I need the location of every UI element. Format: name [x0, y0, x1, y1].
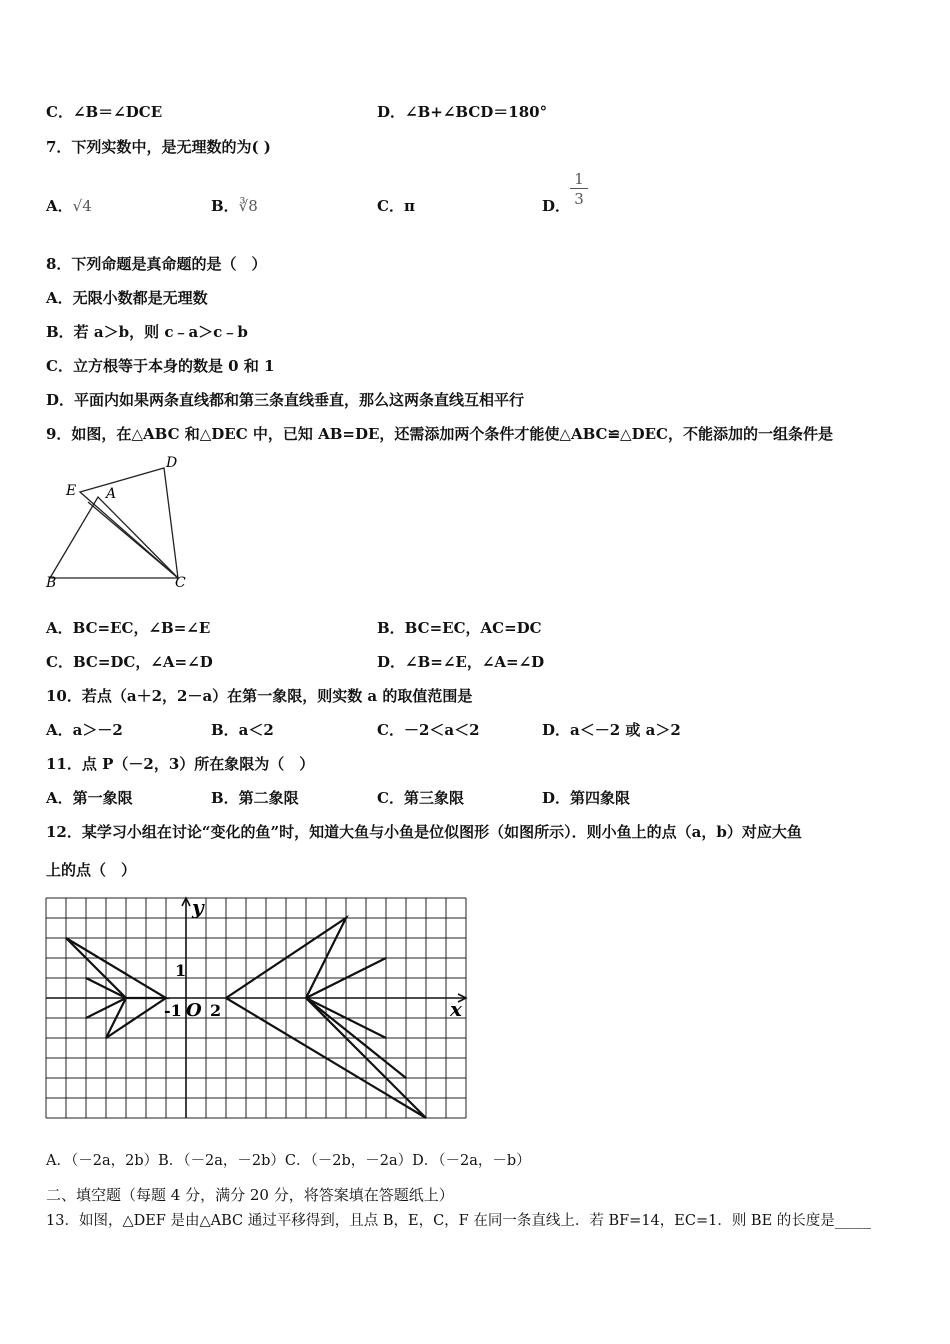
q10-option-b: B．a＜2	[211, 721, 274, 739]
q9-option-b: B．BC=EC，AC=DC	[377, 619, 542, 637]
q7-option-c: C．π	[377, 197, 415, 215]
q11-option-b: B．第二象限	[211, 789, 299, 807]
q12-stem-line1: 12．某学习小组在讨论“变化的鱼”时，知道大鱼与小鱼是位似图形（如图所示）．则小鱼上的点（a，b）对应大鱼	[46, 823, 802, 841]
q9-label-c: C	[175, 575, 186, 591]
q12-stem-line2: 上的点（ ）	[46, 861, 137, 879]
q12-x-label: x	[450, 997, 462, 1021]
q9-label-d: D	[166, 455, 178, 471]
q10-option-a: A．a＞－2	[46, 721, 123, 739]
q13-stem: 13．如图，△DEF 是由△ABC 通过平移得到，且点 B，E，C，F 在同一条直线上．若 BF=14，EC=1．则 BE 的长度是_____	[46, 1213, 872, 1229]
q9-label-e: E	[66, 483, 77, 499]
q10-option-d: D．a＜－2 或 a＞2	[542, 721, 681, 739]
q7-option-b	[211, 196, 258, 216]
q9-label-a: A	[106, 486, 117, 502]
q12-fish-graph	[44, 894, 474, 1124]
q12-grid	[46, 898, 466, 1118]
q7-option-a	[46, 196, 92, 216]
q7-option-d	[542, 196, 570, 216]
q7-fraction	[570, 170, 588, 209]
q12-tick-one: 1	[175, 961, 187, 980]
q8-stem: 8．下列命题是真命题的是（ ）	[46, 255, 267, 273]
q11-option-a: A．第一象限	[46, 789, 133, 807]
q7-option-b-math: ∛8	[238, 197, 258, 215]
q7-option-d-label: D．	[542, 197, 571, 215]
q7-option-a-math: √4	[72, 197, 92, 215]
q9-label-b: B	[46, 575, 57, 591]
q8-option-a: A．无限小数都是无理数	[46, 289, 208, 307]
q11-option-c: C．第三象限	[377, 789, 464, 807]
q12-options: A．（－2a，2b）B．（－2a，－2b）C．（－2b，－2a）D．（－2a，－b）	[46, 1153, 531, 1169]
q8-option-b: B．若 a＞b，则 c﹣a＞c﹣b	[46, 323, 248, 341]
q9-stem: 9．如图，在△ABC 和△DEC 中，已知 AB=DE，还需添加两个条件才能使△ABC≌△DEC，不能添加的一组条件是	[46, 425, 833, 443]
q12-small-fish	[66, 938, 166, 1038]
q11-option-d: D．第四象限	[542, 789, 631, 807]
q8-option-d: D．平面内如果两条直线都和第三条直线垂直，那么这两条直线互相平行	[46, 391, 525, 409]
section2-heading: 二、填空题（每题 4 分，满分 20 分，将答案填在答题纸上）	[46, 1186, 454, 1204]
q10-stem: 10．若点（a＋2，2－a）在第一象限，则实数 a 的取值范围是	[46, 687, 473, 705]
q6-option-d: D．∠B+∠BCD＝180°	[377, 103, 548, 121]
q7-stem: 7．下列实数中，是无理数的为( )	[46, 138, 271, 156]
q10-option-c: C．－2＜a＜2	[377, 721, 480, 739]
q9-triangle-figure	[40, 450, 200, 596]
q7-fraction-denominator: 3	[570, 188, 588, 209]
q12-tick-two: 2	[210, 1001, 222, 1020]
q7-fraction-numerator: 1	[574, 170, 584, 188]
q12-tick-neg-one: -1	[164, 1001, 182, 1020]
q12-y-label: y	[192, 895, 204, 919]
q8-option-c: C．立方根等于本身的数是 0 和 1	[46, 357, 275, 375]
q12-origin-label: O	[186, 1000, 202, 1021]
q9-option-d: D．∠B=∠E，∠A=∠D	[377, 653, 545, 671]
q7-option-b-label: B．	[211, 197, 239, 215]
q9-option-a: A．BC=EC，∠B=∠E	[46, 619, 211, 637]
q7-option-a-label: A．	[46, 197, 73, 215]
q6-option-c: C．∠B＝∠DCE	[46, 103, 163, 121]
q11-stem: 11．点 P（－2，3）所在象限为（ ）	[46, 755, 315, 773]
q9-option-c: C．BC=DC，∠A=∠D	[46, 653, 213, 671]
